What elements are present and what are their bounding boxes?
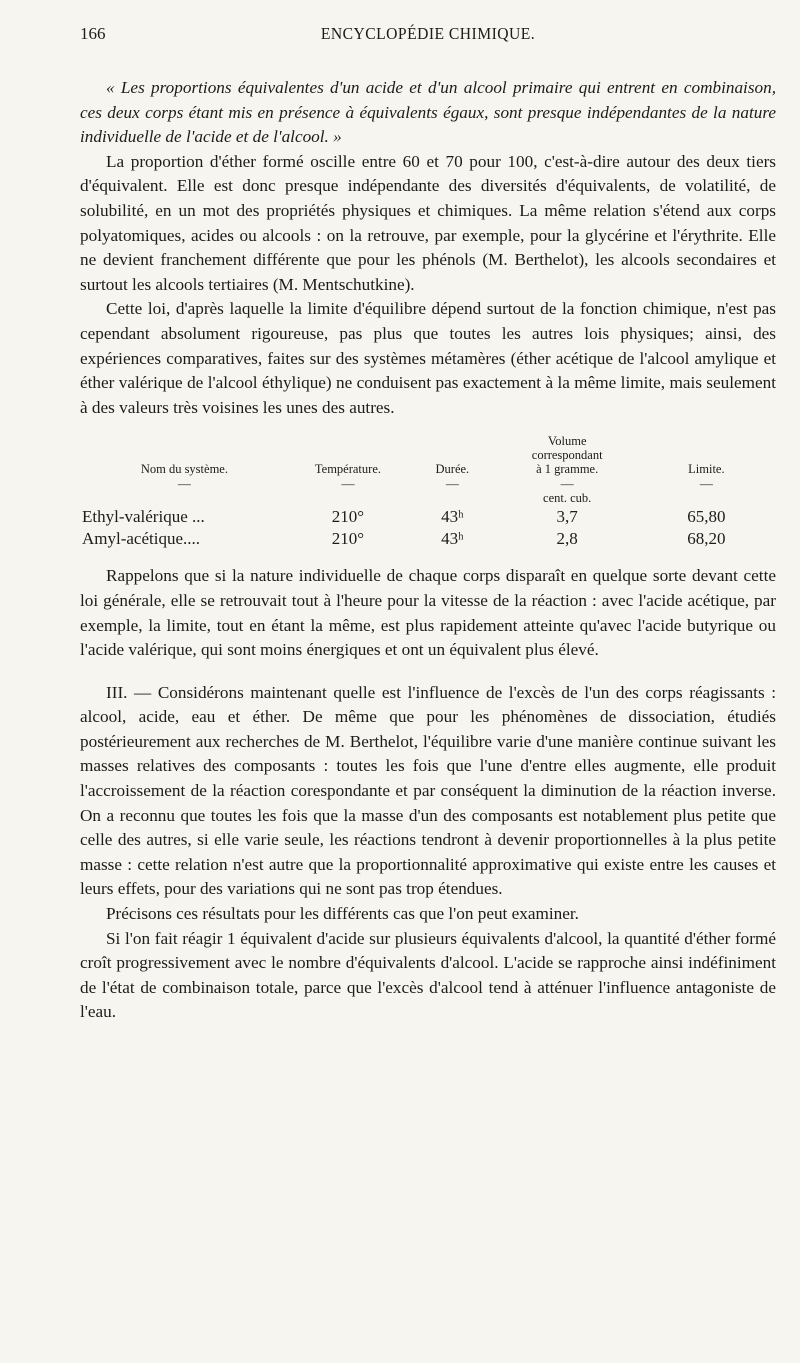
col-header-volume-line1: Volume (547, 434, 587, 449)
table-unit-row (80, 490, 776, 506)
dash-temperature: — (341, 476, 355, 492)
cell-volume: 3,7 (556, 507, 578, 527)
dash-limit: — (699, 476, 713, 492)
cell-duration: 43ʰ (441, 507, 464, 527)
page-body (80, 76, 776, 1025)
paragraph-ether-proportion: La proportion d'éther formé oscille entre 60 et 70 pour 100, c'est-à-dire autour des deux tiers d'équivalent. Elle est donc presque indépendante des diversités d'équivalents, de volatilité, de solubilité, en un mot des propriétés physiques et chimiques. La même relation s'étend aux corps polyatomiques, acides ou alcools : on la retrouve, par exemple, pour la glycérine et l'érythrite. Elle ne devient franchement différente que pour les phénols (M. Berthelot), les alcools secondaires et surtout les alcools tertiaires (M. Mentschutkine). (80, 151, 776, 294)
col-header-limit: Limite. (688, 462, 725, 477)
page-header (80, 20, 776, 50)
page-number: 166 (80, 24, 106, 43)
paragraph-reaction-speed: Rappelons que si la nature individuelle de chaque corps disparaît en quelque sorte devant cette loi générale, elle se retrouvait tout à l'heure pour la vitesse de la réaction : avec l'acide acétique, par exemple, la limite, tout en étant la même, est plus rapidement atteinte qu'avec l'acide butyrique ou l'acide valérique, qui sont moins énergiques et ont un équivalent plus élevé. (80, 566, 776, 660)
quoted-law: « Les proportions équivalentes d'un acide et d'un alcool primaire qui entrent en combinaison, ces deux corps étant mis en présence à équivalents égaux, sont presque indépendantes de la nature individuelle de l'acide et de l'alcool. » (80, 78, 776, 147)
running-title: ENCYCLOPÉDIE CHIMIQUE. (320, 24, 536, 43)
table-dash-row (80, 478, 776, 490)
col-header-duration: Durée. (435, 462, 470, 477)
paragraph-law-rigor: Cette loi, d'après laquelle la limite d'équilibre dépend surtout de la fonction chimique, n'est pas cependant absolument rigoureuse, pas plus que toutes les autres lois physiques; ainsi, des expériences comparatives, faites sur des systèmes métamères (éther acétique de l'alcool amylique et éther valérique de l'alcool éthylique) ne conduisent pas exactement à la même limite, mais seulement à des valeurs très voisines les unes des autres. (80, 299, 776, 417)
cell-duration: 43ʰ (441, 529, 464, 549)
cell-temperature: 210° (331, 529, 365, 549)
table-header-row (80, 434, 776, 478)
col-header-volume (498, 434, 637, 478)
col-header-name: Nom du système. (140, 462, 228, 477)
col-header-volume-line3: à 1 gramme. (536, 462, 599, 477)
volume-unit: cent. cub. (543, 491, 592, 506)
dash-volume: — (560, 476, 574, 492)
paragraph-excess-alcohol: Si l'on fait réagir 1 équivalent d'acide sur plusieurs équivalents d'alcool, la quantité d'éther formé croît progressivement avec le nombre d'équivalents d'alcool. L'acide se rapproche ainsi indéfiniment de l'état de combinaison totale, parce que l'excès d'alcool tend à atténuer l'influence antagoniste de l'eau. (80, 928, 776, 1022)
cell-limit: 65,80 (687, 507, 726, 527)
col-header-temperature: Température. (314, 462, 381, 477)
table-row (80, 528, 776, 550)
cell-limit: 68,20 (687, 529, 726, 549)
dash-name: — (177, 476, 191, 492)
table-row (80, 506, 776, 528)
col-header-volume-line2: correspondant (531, 448, 603, 463)
paragraph-precisions: Précisons ces résultats pour les différents cas que l'on peut examiner. (106, 904, 579, 924)
cell-volume: 2,8 (556, 529, 578, 549)
paragraph-section-iii: III. — Considérons maintenant quelle est l'influence de l'excès de l'un des corps réagissants : alcool, acide, eau et éther. De même que pour les phénomènes de dissociation, étudiés postérieurement aux recherches de M. Berthelot, l'équilibre varie d'une manière continue suivant les masses relatives des composants : toutes les fois que l'une d'entre elles augmente, elle produit l'accroissement de la réaction corespondante et par conséquent la diminution de la réaction inverse. On a reconnu que toutes les fois que la masse d'un des composants est notablement plus petite que celle des autres, si elle varie seule, les réactions tendront à devenir proportionnelles à la plus petite masse : cette relation n'est autre que la proportionnalité approximative qui existe entre les causes et leurs effets, pour des variations qui ne sont pas trop étendues. (80, 682, 776, 899)
dash-duration: — (445, 476, 459, 492)
cell-temperature: 210° (331, 507, 365, 527)
cell-name: Ethyl-valérique ... (82, 507, 205, 527)
cell-name: Amyl-acétique.... (82, 529, 201, 549)
metamer-table (80, 434, 776, 550)
